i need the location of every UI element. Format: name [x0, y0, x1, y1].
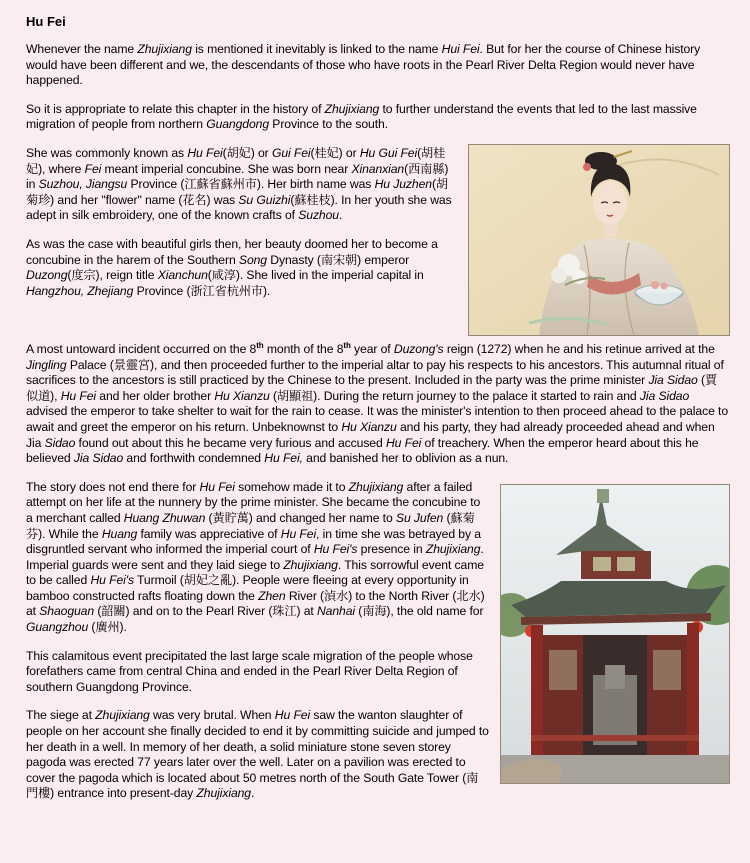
portrait-painting [468, 144, 730, 336]
pavilion-photo [500, 484, 730, 784]
paragraph-context: So it is appropriate to relate this chapter in the history of Zhujixiang to further understand the events that led to the last massive migration of people from northern Guangdong Province to the south. [26, 101, 697, 132]
painting-portrait-icon [469, 145, 729, 335]
paragraph-intro: Whenever the name Zhujixiang is mentioned it inevitably is linked to the name Hui Fei. But for her the course of Chinese history would have been different and we, the descendants of those who have roots in the Pearl River Delta Region would never have happened. [26, 42, 701, 88]
paragraph-concubine: As was the case with beautiful girls then, her beauty doomed her to become a concubine in the harem of the Southern Song Dynasty (南宋朝) emperor Duzong(度宗), reign title Xianchun(咸淳). She lived in the imperial capital in Hangzhou, Zhejiang Province (浙江省杭州市). [26, 236, 438, 298]
pavilion-photo-icon [501, 485, 729, 783]
paragraph-incident: A most untoward incident occurred on the 8th month of the 8th year of Duzong's reign (1272) when he and his retinue arrived at the Jingling Palace (景靈宮), and then proceeded further to the imperial altar to pay his respects to his ancestors. This autumnal ritual of sacrifices to the ancestors is still practiced by the Chinese to the present. Included in the party was the prime minister Jia Sidao (賈似道), Hu Fei and her older brother Hu Xianzu (胡顯祖). During the return journey to the palace it started to rain and Jia Sidao advised the emperor to take shelter to wait for the rain to cease. It was the minister's intention to then proceed ahead to the palace to await and greet the emperor on his return. Unbeknownst to Hu Xianzu and his party, they had already proceeded ahead and when Jia Sidao found out about this he became very furious and accused Hu Fei of treachery. When the emperor heard about this he believed Jia Sidao and forthwith condemned Hu Fei, and banished her to oblivion as a nun. [26, 340, 729, 466]
paragraph-names: She was commonly known as Hu Fei(胡妃) or Gui Fei(桂妃) or Hu Gui Fei(胡桂妃), where Fei meant imperial concubine. She was born near Xinanxian(西南縣) in Suzhou, Jiangsu Province (江蘇省蘇州市). Her birth name was Hu Juzhen(胡菊珍) and her "flower" name (花名) was Su Guizhi(蘇桂枝). In her youth she was adept in silk embroidery, one of the known crafts of Suzhou. [26, 145, 452, 223]
paragraph-migration: This calamitous event precipitated the last large scale migration of the people whose forefathers came from central China and ended in the Pearl River Delta Region of southern Guangdong Province. [26, 648, 473, 694]
paragraph-siege: The siege at Zhujixiang was very brutal. When Hu Fei saw the wanton slaughter of people on her account she finally decided to end it by committing suicide and jumped to her death in a well. In memory of her death, a solid miniature stone seven storey pagoda was erected 77 years later over the well. Later on a pavilion was erected to cover the pagoda which is located about 50 metres north of the South Gate Tower (南門樓) entrance into present-day Zhujixiang. [26, 708, 489, 801]
page-title: Hu Fei [26, 14, 66, 29]
paragraph-escape: The story does not end there for Hu Fei somehow made it to Zhujixiang after a failed attempt on her life at the nunnery by the prime minister. She became the concubine to a merchant called Huang Zhuwan (黃貯萬) and changed her name to Su Jufen (蘇菊芬). While the Huang family was appreciative of Hu Fei, in time she was betrayed by a disgruntled servant who informed the imperial court of Hu Fei's presence in Zhujixiang. Imperial guards were sent and they laid siege to Zhujixiang. This sorrowful event came to be called Hu Fei's Turmoil (胡妃之亂). People were fleeing at every opportunity in bamboo constructed rafts floating down the Zhen River (湞水) to the North River (北水) at Shaoguan (韶關) and on to the Pearl River (珠江) at Nanhai (南海), the old name for Guangzhou (廣州). [26, 479, 485, 635]
